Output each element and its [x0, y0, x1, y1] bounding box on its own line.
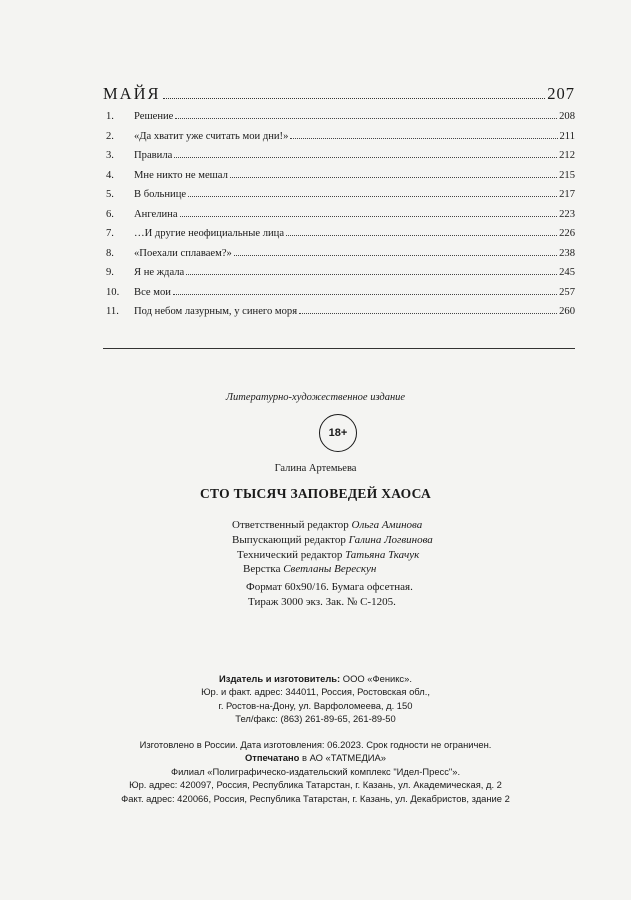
staff-name: Татьяна Ткачук: [345, 548, 420, 561]
toc-dot-leader: [290, 138, 557, 139]
edition-type: Литературно-художественное издание: [225, 392, 406, 403]
toc-item-number: 11.: [106, 306, 119, 317]
toc-item-title: Мне никто не мешал: [134, 169, 228, 181]
format-line: Формат 60х90/16. Бумага офсетная.: [246, 581, 413, 593]
toc-item: [103, 287, 575, 307]
publisher-address-2: г. Ростов-на-Дону, ул. Варфоломеева, д. 150: [218, 699, 413, 711]
toc-item-page: 260: [559, 306, 575, 317]
printer-actual-address: Факт. адрес: 420066, Россия, Республика Татарстан, г. Казань, ул. Декабристов, здание 2: [121, 792, 510, 804]
toc-item: [103, 228, 575, 248]
toc-item-title: …И другие неофициальные лица: [134, 228, 285, 239]
toc-item-page: 208: [559, 111, 575, 122]
toc-item-number: 3.: [106, 150, 114, 161]
publisher-info: [0, 672, 631, 726]
toc-item-title: Под небом лазурным, у синего моря: [134, 306, 298, 317]
toc-item-list: [103, 111, 575, 326]
toc-item-page: 217: [559, 189, 575, 200]
toc-dot-leader: [173, 294, 557, 295]
printed-label: Отпечатано: [244, 752, 300, 764]
toc-item-title: Я не ждала: [134, 267, 185, 278]
toc-item-number: 9.: [106, 267, 114, 278]
toc-item-title: Ангелина: [134, 208, 178, 220]
author-name: Галина Артемьева: [274, 463, 357, 474]
toc-item-number: 7.: [106, 228, 114, 239]
publisher-line: [0, 672, 631, 685]
toc-dot-leader: [163, 98, 546, 99]
toc-dot-leader: [234, 255, 557, 256]
staff-row: [232, 518, 433, 533]
publisher-address-1: Юр. и факт. адрес: 344011, Россия, Ростовская обл.,: [201, 686, 430, 698]
table-of-contents: [103, 84, 575, 326]
toc-item: [103, 111, 575, 131]
toc-item: [103, 189, 575, 209]
toc-item-page: 215: [559, 169, 575, 181]
toc-item-page: 223: [559, 208, 575, 220]
printer-branch: Филиал «Полиграфическо-издательский комплекс "Идел-Пресс"».: [170, 765, 461, 777]
staff-role: Ответственный редактор: [232, 519, 349, 531]
publisher-name: ООО «Феникс».: [340, 673, 412, 684]
toc-item-page: 245: [559, 267, 575, 278]
toc-item-number: 6.: [106, 208, 114, 220]
toc-item-number: 2.: [106, 130, 114, 142]
toc-item-number: 4.: [106, 169, 114, 181]
toc-item: [103, 131, 575, 151]
printed-line: [0, 751, 631, 764]
toc-item-title: Правила: [134, 150, 173, 161]
toc-dot-leader: [230, 177, 557, 178]
printer-name: в АО «ТАТМЕДИА»: [299, 752, 387, 764]
toc-item-page: 211: [559, 130, 575, 142]
toc-item-page: 257: [559, 286, 575, 298]
print-specs: [246, 580, 413, 610]
toc-item: [103, 306, 575, 326]
toc-dot-leader: [299, 313, 557, 314]
age-rating-badge: 18+: [319, 414, 357, 452]
staff-row: [232, 562, 433, 577]
toc-item-title: «Да хватит уже считать мои дни!»: [134, 130, 289, 142]
staff-name: Светланы Верескун: [283, 563, 377, 576]
toc-item-number: 1.: [106, 111, 114, 122]
toc-section-heading: [103, 84, 575, 104]
toc-dot-leader: [175, 118, 557, 119]
print-run-line: Тираж 3000 экз. Зак. № С-1205.: [248, 595, 396, 608]
book-title: СТО ТЫСЯЧ ЗАПОВЕДЕЙ ХАОСА: [199, 486, 432, 501]
toc-item: [103, 248, 575, 268]
toc-item-title: Все мои: [134, 286, 171, 298]
toc-section-title: МАЙЯ: [103, 84, 161, 103]
toc-item-page: 238: [559, 247, 575, 259]
toc-section-page: 207: [547, 84, 575, 103]
toc-item: [103, 267, 575, 287]
toc-dot-leader: [286, 235, 557, 236]
toc-item-title: Решение: [134, 111, 174, 122]
divider-line: [103, 348, 575, 349]
staff-role: Верстка: [243, 563, 281, 576]
toc-item-title: В больнице: [134, 189, 187, 200]
toc-item: [103, 150, 575, 170]
staff-name: Галина Логвинова: [348, 533, 433, 546]
manufacture-info: [0, 738, 631, 805]
toc-item-number: 8.: [106, 247, 114, 259]
toc-item-number: 10.: [106, 286, 120, 298]
printer-legal-address: Юр. адрес: 420097, Россия, Республика Татарстан, г. Казань, ул. Академическая, д. 2: [129, 779, 502, 791]
publisher-phone: Тел/факс: (863) 261-89-65, 261-89-50: [235, 713, 396, 725]
made-in-line: Изготовлено в России. Дата изготовления: 06.2023. Срок годности не ограничен.: [139, 739, 492, 750]
toc-dot-leader: [188, 196, 557, 197]
toc-dot-leader: [180, 216, 558, 217]
publisher-label: Издатель и изготовитель:: [219, 673, 341, 684]
toc-item-page: 226: [559, 228, 575, 239]
editorial-staff: [232, 518, 433, 577]
toc-item-page: 212: [559, 150, 575, 161]
toc-item-title: «Поехали сплаваем?»: [134, 247, 232, 259]
staff-role: Технический редактор: [237, 548, 343, 561]
toc-dot-leader: [186, 274, 557, 275]
toc-item-number: 5.: [106, 189, 114, 200]
toc-item: [103, 209, 575, 229]
staff-row: [232, 533, 433, 548]
staff-name: Ольга Аминова: [351, 519, 423, 531]
toc-item: [103, 170, 575, 190]
staff-row: [232, 548, 433, 563]
staff-role: Выпускающий редактор: [232, 533, 346, 546]
toc-dot-leader: [174, 157, 557, 158]
